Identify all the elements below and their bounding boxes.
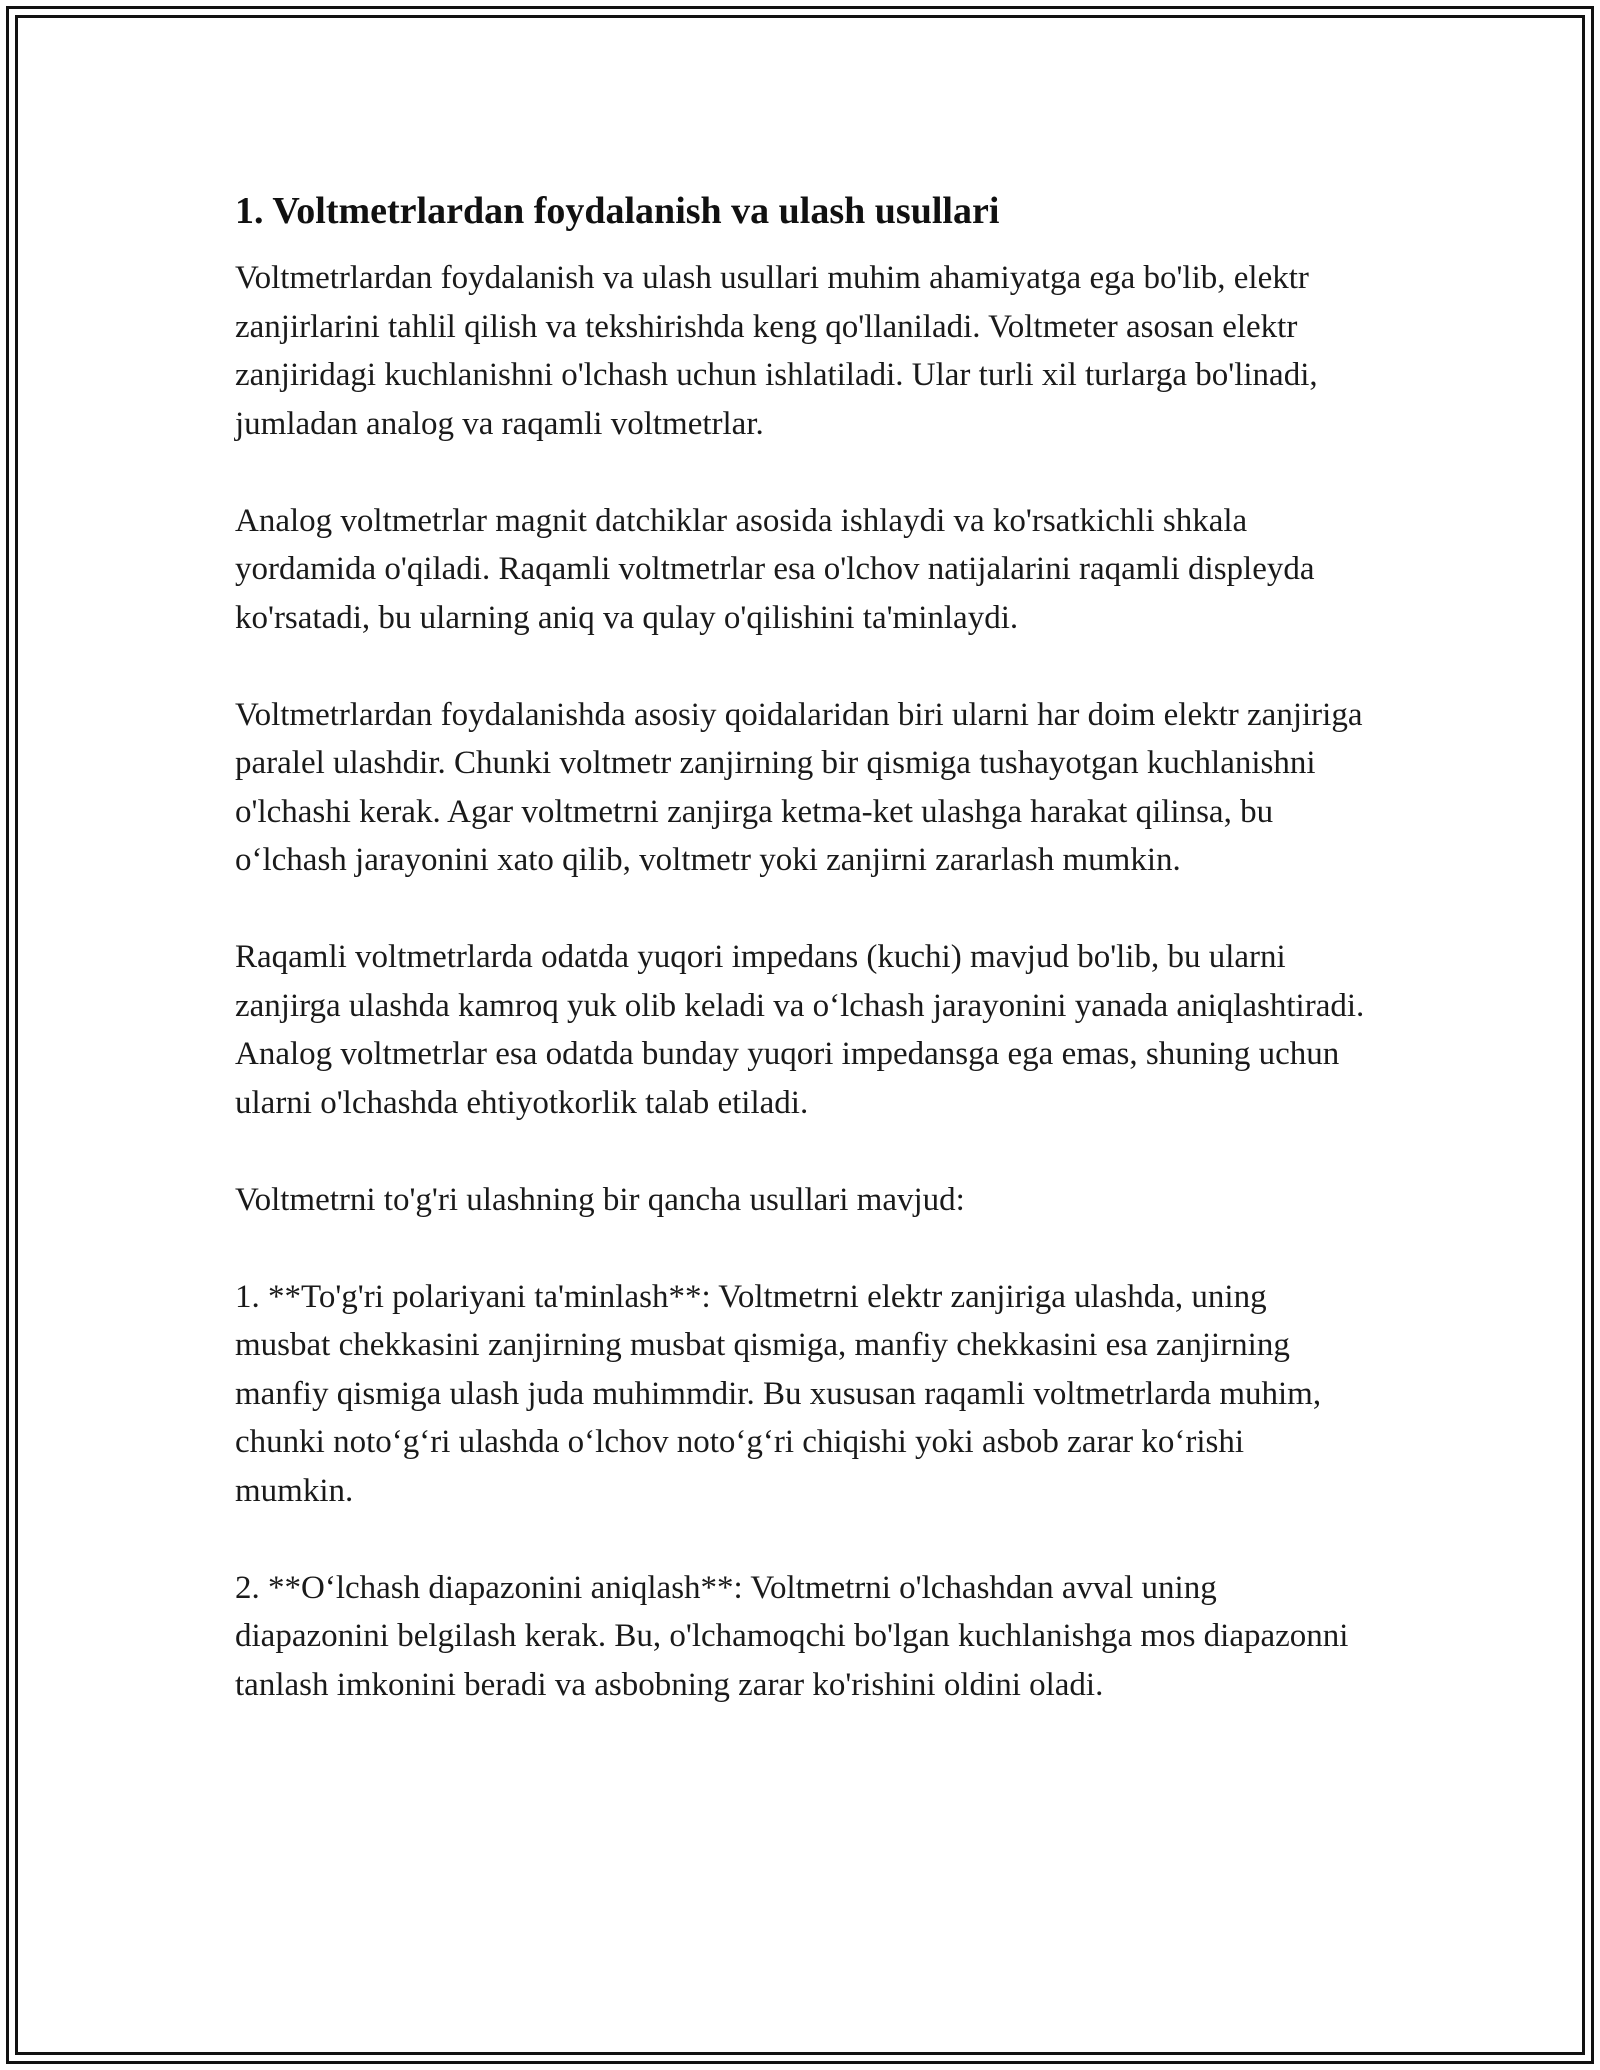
list-item-range: 2. **O‘lchash diapazonini aniqlash**: Voltmetrni o'lchashdan avval uning diapazonini belgilash kerak. Bu, o'lchamoqchi bo'lgan kuchlanishga mos diapazonni tanlash imkonini beradi va asbobning zarar ko'rishini oldini oladi. (235, 1569, 1349, 1703)
document-body (235, 186, 1365, 1758)
list-item-polarity: 1. **To'g'ri polariyani ta'minlash**: Voltmetrni elektr zanjiriga ulashda, uning musbat chekkasini zanjirning musbat qismiga, manfiy chekkasini esa zanjirning manfiy qismiga ulash juda muhimmdir. Bu xususan raqamli voltmetrlarda muhim, chunki noto‘g‘ri ulashda o‘lchov noto‘g‘ri chiqishi yoki asbob zarar ko‘rishi mumkin. (235, 1278, 1322, 1509)
paragraph-methods-intro: Voltmetrni to'g'ri ulashning bir qancha usullari mavjud: (235, 1181, 965, 1218)
section-heading: 1. Voltmetrlardan foydalanish va ulash usullari (235, 190, 1000, 232)
paragraph-impedance: Raqamli voltmetrlarda odatda yuqori impedans (kuchi) mavjud bo'lib, bu ularni zanjirga ulashda kamroq yuk olib keladi va o‘lchash jarayonini yanada aniqlashtiradi. Analog voltmetrlar esa odatda bunday yuqori impedansga ega emas, shuning uchun ularni o'lchashda ehtiyotkorlik talab etiladi. (235, 939, 1365, 1121)
paragraph-analog-digital: Analog voltmetrlar magnit datchiklar asosida ishlaydi va ko'rsatkichli shkala yordamida o'qiladi. Raqamli voltmetrlar esa o'lchov natijalarini raqamli displeyda ko'rsatadi, bu ularning aniq va qulay o'qilishini ta'minlaydi. (235, 502, 1315, 636)
paragraph-intro: Voltmetrlardan foydalanish va ulash usullari muhim ahamiyatga ega bo'lib, elektr zanjirlarini tahlil qilish va tekshirishda keng qo'llaniladi. Voltmeter asosan elektr zanjiridagi kuchlanishni o'lchash uchun ishlatiladi. Ular turli xil turlarga bo'linadi, jumladan analog va raqamli voltmetrlar. (235, 260, 1318, 442)
paragraph-parallel-connection: Voltmetrlardan foydalanishda asosiy qoidalaridan biri ularni har doim elektr zanjiriga paralel ulashdir. Chunki voltmetr zanjirning bir qismiga tushayotgan kuchlanishni o'lchashi kerak. Agar voltmetrni zanjirga ketma-ket ulashga harakat qilinsa, bu o‘lchash jarayonini xato qilib, voltmetr yoki zanjirni zararlash mumkin. (235, 696, 1363, 878)
